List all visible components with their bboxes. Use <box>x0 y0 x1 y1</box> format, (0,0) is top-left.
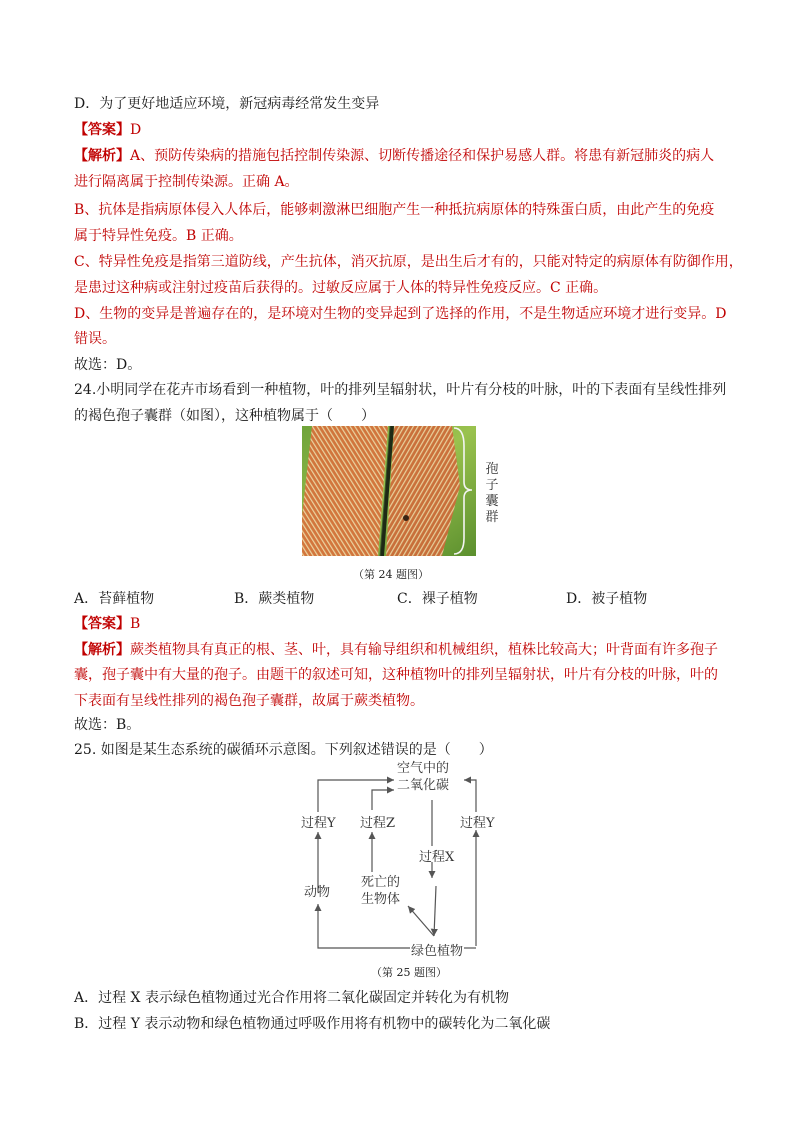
diagram-process-z: 过程Z <box>360 816 396 831</box>
q24-option-c: C．裸子植物 <box>397 591 478 607</box>
q25-option-b: B．过程 Y 表示动物和绿色植物通过呼吸作用将有机物中的碳转化为二氧化碳 <box>74 1016 551 1032</box>
q23-analysis-line-4: 属于特异性免疫。B 正确。 <box>74 228 243 244</box>
answer-tag: 【答案】 <box>74 122 130 138</box>
fern-figure-label: 孢 子 囊 群 <box>485 462 499 525</box>
q25-stem: 25. 如图是某生态系统的碳循环示意图。下列叙述错误的是（ ） <box>74 742 493 758</box>
q23-analysis-line-2: 进行隔离属于控制传染源。正确 A。 <box>74 174 299 190</box>
q23-analysis-line-1: 【解析】A、预防传染病的措施包括控制传染源、切断传播途径和保护易感人群。将患有新冠肺炎的病人 <box>74 148 715 164</box>
diagram-process-y-left: 过程Y <box>301 816 336 831</box>
q23-conclusion: 故选：D。 <box>74 357 142 373</box>
q23-answer <box>74 119 141 141</box>
answer-value: D <box>130 122 142 138</box>
analysis-tag: 【解析】 <box>74 642 130 658</box>
q24-analysis-line-2: 囊，孢子囊中有大量的孢子。由题干的叙述可知，这种植物叶的排列呈辐射状，叶片有分枝的叶脉，叶的 <box>74 667 718 683</box>
q23-analysis-line-7: D、生物的变异是普遍存在的，是环境对生物的变异起到了选择的作用，不是生物适应环境才进行变异。D <box>74 306 727 322</box>
q23-analysis-line-6: 是患过这种病或注射过疫苗后获得的。过敏反应属于人体的特异性免疫反应。C 正确。 <box>74 280 608 296</box>
diagram-air-co2: 空气中的 二氧化碳 <box>397 761 450 793</box>
diagram-process-y-right: 过程Y <box>460 816 495 831</box>
diagram-green-plant: 绿色植物 <box>411 944 464 959</box>
q24-option-a: A．苔藓植物 <box>74 591 155 607</box>
q24-answer <box>74 613 140 635</box>
analysis-tag: 【解析】 <box>74 148 130 164</box>
q25-figure-caption: （第 25 题图） <box>371 966 447 979</box>
answer-value: B <box>130 616 141 632</box>
q24-option-d: D．被子植物 <box>566 591 648 607</box>
answer-tag: 【答案】 <box>74 616 130 632</box>
q23-analysis-line-5: C、特异性免疫是指第三道防线，产生抗体，消灭抗原，是出生后才有的，只能对特定的病原体有防御作用， <box>74 254 743 270</box>
q24-analysis-line-3: 下表面有呈线性排列的褐色孢子囊群，故属于蕨类植物。 <box>74 693 424 709</box>
q23-analysis-line-3: B、抗体是指病原体侵入人体后，能够刺激淋巴细胞产生一种抵抗病原体的特殊蛋白质，由此产生的免疫 <box>74 202 715 218</box>
q24-stem-line-2: 的褐色孢子囊群（如图），这种植物属于（ ） <box>74 408 375 424</box>
diagram-animal: 动物 <box>304 885 331 900</box>
fern-photo <box>302 426 476 556</box>
q24-option-b: B．蕨类植物 <box>234 591 315 607</box>
q23-option-d: D．为了更好地适应环境，新冠病毒经常发生变异 <box>74 96 380 112</box>
q24-conclusion: 故选：B。 <box>74 717 141 733</box>
q24-figure-caption: （第 24 题图） <box>353 568 429 581</box>
diagram-dead-organism: 死亡的 生物体 <box>361 875 401 907</box>
q24-analysis-line-1: 【解析】蕨类植物具有真正的根、茎、叶，具有输导组织和机械组织，植株比较高大；叶背面有许多孢子 <box>74 642 718 658</box>
diagram-process-x: 过程X <box>419 850 455 865</box>
q25-option-a: A．过程 X 表示绿色植物通过光合作用将二氧化碳固定并转化为有机物 <box>74 990 509 1006</box>
q24-stem-line-1: 24.小明同学在花卉市场看到一种植物，叶的排列呈辐射状，叶片有分枝的叶脉，叶的下表面有呈线性排列 <box>74 382 727 398</box>
q23-analysis-line-8: 错误。 <box>74 331 116 347</box>
